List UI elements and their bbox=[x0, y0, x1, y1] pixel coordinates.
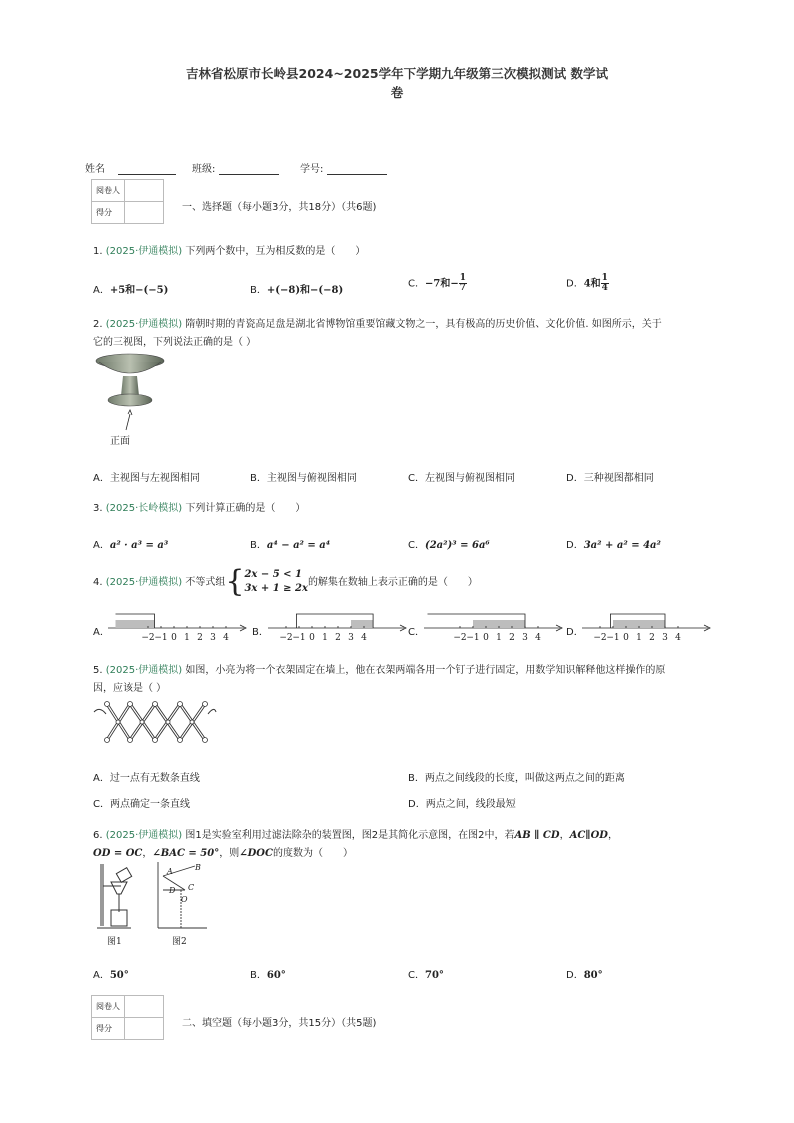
tick-label: −2 bbox=[593, 633, 607, 643]
tick-label: 3 bbox=[662, 633, 668, 643]
section-heading: 一、选择题（每小题3分，共18分）（共6题) bbox=[182, 202, 377, 213]
tick-label: −1 bbox=[292, 633, 306, 643]
q6-option-d[interactable]: D．80° bbox=[566, 970, 603, 981]
q2-option-b[interactable]: B．主视图与俯视图相同 bbox=[250, 473, 357, 484]
tick-label: 0 bbox=[309, 633, 315, 643]
q1-option-a[interactable]: A．+5和−(−5) bbox=[93, 285, 169, 296]
tick-label: −1 bbox=[606, 633, 620, 643]
tick-label: −2 bbox=[141, 633, 155, 643]
q5-option-c[interactable]: C．两点确定一条直线 bbox=[93, 799, 190, 810]
q4-option-b[interactable]: B． bbox=[252, 627, 269, 638]
number-line-d bbox=[582, 612, 712, 644]
question-3: 3. (2025·长岭模拟) 下列计算正确的是（ ） bbox=[93, 503, 306, 514]
question-2: 2. (2025·伊通模拟) 隋朝时期的青瓷高足盘是湖北省博物馆重要馆藏文物之一，具有极高的历史价值、文化价值. 如图所示，关于 它的三视图，下列说法正确的是（ ） bbox=[93, 319, 662, 348]
tick-label: 1 bbox=[496, 633, 502, 643]
svg-text:D: D bbox=[169, 886, 176, 895]
tick-label: 1 bbox=[636, 633, 642, 643]
q3-option-b[interactable]: B．a⁴ − a² = a⁴ bbox=[250, 540, 331, 551]
q4-option-a[interactable]: A． bbox=[93, 627, 110, 638]
tick-label: 2 bbox=[509, 633, 515, 643]
section-heading-2: 二、填空题（每小题3分，共15分）（共5题) bbox=[182, 1018, 377, 1029]
svg-text:A: A bbox=[167, 867, 173, 876]
tick-label: 0 bbox=[483, 633, 489, 643]
tick-label: 1 bbox=[322, 633, 328, 643]
score-table: 阅卷人 得分 bbox=[91, 179, 164, 224]
svg-text:O: O bbox=[181, 895, 188, 904]
q5-option-d[interactable]: D．两点之间，线段最短 bbox=[408, 799, 516, 810]
q3-option-a[interactable]: A．a² · a³ = a³ bbox=[93, 540, 169, 551]
question-5: 5. (2025·伊通模拟) 如图，小亮为将一个衣架固定在墙上，他在衣架两端各用一个钉子进行固定，用数学知识解释他这样操作的原 因，应该是（ ） bbox=[93, 665, 666, 694]
tick-label: −1 bbox=[466, 633, 480, 643]
q2-option-c[interactable]: C．左视图与俯视图相同 bbox=[408, 473, 515, 484]
page-title: 吉林省松原市长岭县2024~2025学年下学期九年级第三次模拟测试 数学试 卷 bbox=[186, 66, 608, 100]
question-6: 6. (2025·伊通模拟) 图1是实验室利用过滤法除杂的装置图，图2是其简化示意图，在图2中，若AB ∥ CD，AC∥OD， OD = OC，∠BAC = 50°，则∠DOC的度数为（ ） bbox=[93, 830, 618, 859]
class-field[interactable]: 班级: bbox=[192, 160, 279, 175]
figure-label-front: 正面 bbox=[110, 436, 130, 447]
tick-label: 3 bbox=[210, 633, 216, 643]
name-field[interactable]: 姓名 bbox=[85, 160, 176, 175]
q6-option-a[interactable]: A．50° bbox=[93, 970, 129, 981]
number-line-c bbox=[424, 612, 564, 644]
tick-label: 4 bbox=[223, 633, 229, 643]
figure-1-label: 图1 bbox=[107, 937, 122, 947]
q5-option-b[interactable]: B．两点之间线段的长度，叫做这两点之间的距离 bbox=[408, 773, 625, 784]
q4-option-d[interactable]: D． bbox=[566, 627, 584, 638]
number-line-b bbox=[268, 612, 408, 644]
tick-label: 4 bbox=[361, 633, 367, 643]
q1-option-c[interactable]: C．−7和− $\frac{1}{7}$ bbox=[408, 273, 466, 293]
score-table-2: 阅卷人 得分 bbox=[91, 995, 164, 1040]
question-4: 4. (2025·伊通模拟) 不等式组{ 2x − 5 < 1 3x + 1 ≥ 2x 的解集在数轴上表示正确的是（ ） bbox=[93, 564, 478, 599]
filtration-apparatus-figure bbox=[91, 860, 151, 932]
tick-label: 0 bbox=[171, 633, 177, 643]
tick-label: 2 bbox=[197, 633, 203, 643]
tick-label: 2 bbox=[335, 633, 341, 643]
figure-2-label: 图2 bbox=[172, 937, 187, 947]
q5-option-a[interactable]: A．过一点有无数条直线 bbox=[93, 773, 200, 784]
q2-option-a[interactable]: A．主视图与左视图相同 bbox=[93, 473, 200, 484]
tick-label: 0 bbox=[623, 633, 629, 643]
q1-option-b[interactable]: B．+(−8)和−(−8) bbox=[250, 285, 344, 296]
tick-label: −2 bbox=[453, 633, 467, 643]
tick-label: 3 bbox=[522, 633, 528, 643]
q3-option-c[interactable]: C．(2a²)³ = 6a⁶ bbox=[408, 540, 490, 551]
q2-option-d[interactable]: D．三种视图都相同 bbox=[566, 473, 654, 484]
q6-option-b[interactable]: B．60° bbox=[250, 970, 286, 981]
tick-label: −1 bbox=[154, 633, 168, 643]
svg-text:C: C bbox=[188, 883, 195, 892]
q4-option-c[interactable]: C． bbox=[408, 627, 425, 638]
tick-label: −2 bbox=[279, 633, 293, 643]
celadon-dish-figure bbox=[95, 352, 165, 444]
tick-label: 3 bbox=[348, 633, 354, 643]
question-1: 1. (2025·伊通模拟) 下列两个数中，互为相反数的是（ ） bbox=[93, 246, 366, 257]
student-number-field[interactable]: 学号: bbox=[300, 160, 387, 175]
tick-label: 1 bbox=[184, 633, 190, 643]
number-line-a bbox=[108, 612, 248, 644]
tick-label: 4 bbox=[675, 633, 681, 643]
q3-option-d[interactable]: D．3a² + a² = 4a² bbox=[566, 540, 661, 551]
simplified-diagram-figure bbox=[155, 860, 215, 932]
coat-rack-figure bbox=[92, 698, 217, 746]
svg-text:B: B bbox=[195, 863, 201, 872]
tick-label: 4 bbox=[535, 633, 541, 643]
q1-option-d[interactable]: D．4和 $\frac{1}{4}$ bbox=[566, 273, 608, 293]
q6-option-c[interactable]: C．70° bbox=[408, 970, 444, 981]
tick-label: 2 bbox=[649, 633, 655, 643]
